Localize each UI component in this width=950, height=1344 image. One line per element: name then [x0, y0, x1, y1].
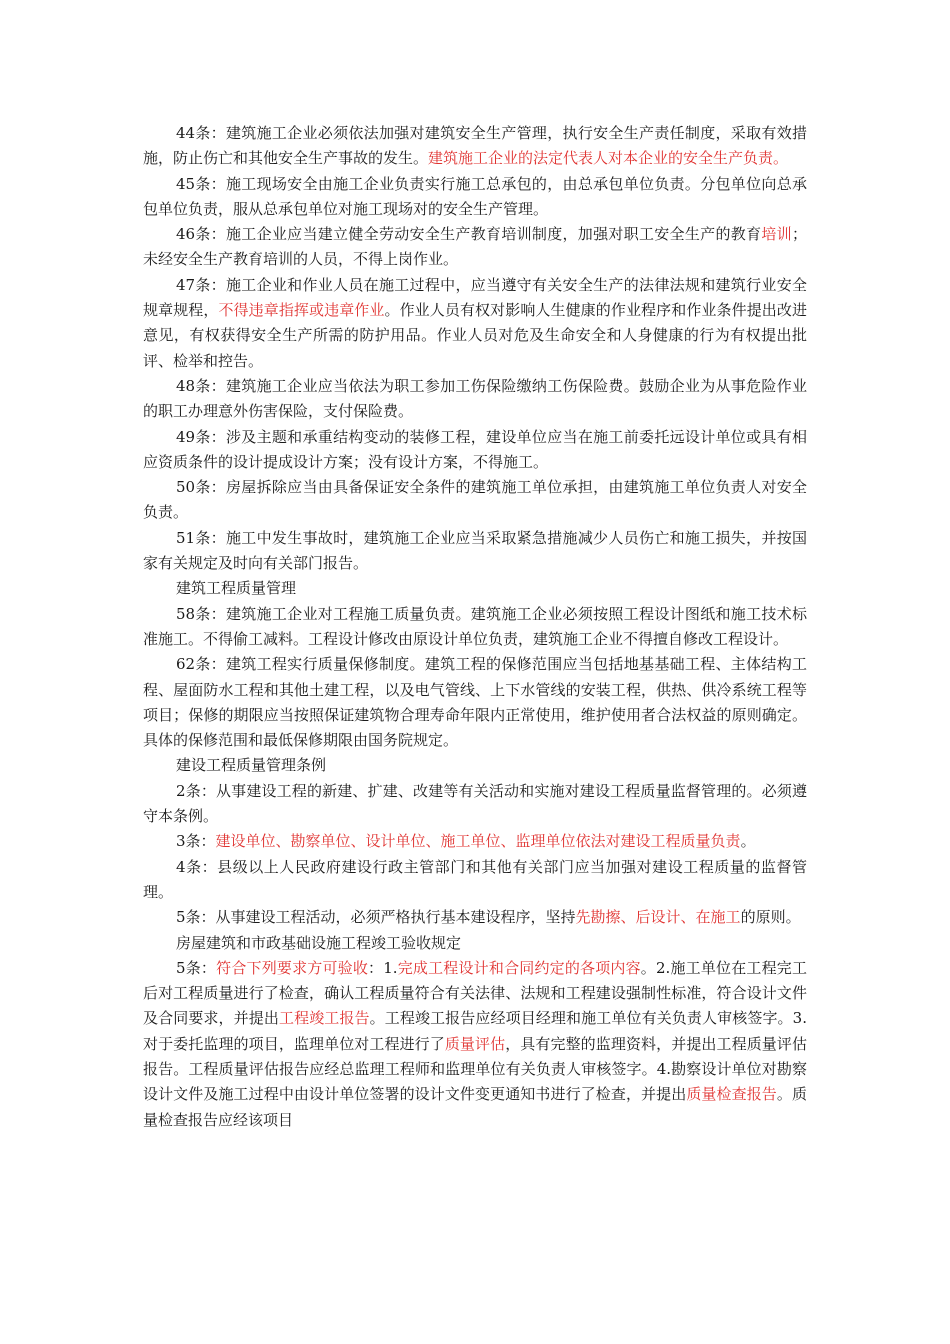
paragraph-text: 46条：施工企业应当建立健全劳动安全生产教育培训制度，加强对职工安全生产的教育 — [176, 225, 762, 244]
paragraph-text: ，具有完整的监理资料，并提出工程质量评估报告。工程质量评估报告应经总监理工程师和监理单位有关负责人审核签字。4.勘察设计单位对勘察设计文件及施工过程中由设计单位签署的设计文件变更通知书进行了检查，并提出 — [143, 1034, 807, 1104]
paragraph-text: 建设工程质量管理条例 — [176, 756, 327, 775]
paragraph — [143, 425, 807, 476]
paragraph-text: 房屋建筑和市政基础设施工程竣工验收规定 — [176, 933, 462, 952]
paragraph — [143, 829, 807, 854]
paragraph-text: 47条：施工企业和作业人员在施工过程中，应当遵守有关安全生产的法律法规和建筑行业安全规章规程， — [143, 275, 807, 320]
paragraph — [143, 905, 807, 930]
paragraph-text: 的原则。 — [740, 908, 801, 927]
paragraph-text: 。工程竣工报告应经项目经理和施工单位有关负责人审核签字。3.对于委托监理的项目，监理单位对工程进行了 — [143, 1009, 807, 1053]
paragraph-text: 5条： — [176, 958, 217, 977]
paragraph — [143, 779, 807, 830]
document-body — [143, 121, 807, 1133]
paragraph-text: 45条：施工现场安全由施工企业负责实行施工总承包的，由总承包单位负责。分包单位向总承包单位负责，服从总承包单位对施工现场对的安全生产管理。 — [143, 174, 807, 218]
paragraph-text: 51条：施工中发生事故时，建筑施工企业应当采取紧急措施减少人员伤亡和施工损失，并按国家有关规定及时向有关部门报告。 — [143, 528, 807, 573]
highlighted-text: 质量评估 — [444, 1034, 506, 1053]
paragraph-text: 44条：建筑施工企业必须依法加强对建筑安全生产管理，执行安全生产责任制度，采取有效措施，防止伤亡和其他安全生产事故的发生。 — [143, 124, 807, 168]
paragraph-text: 5条：从事建设工程活动，必须严格执行基本建设程序，坚持 — [176, 908, 576, 927]
paragraph — [143, 652, 807, 753]
highlighted-text: 质量检查报告 — [686, 1085, 777, 1104]
paragraph — [143, 273, 807, 374]
highlighted-text: 先勘擦、后设计、在施工 — [575, 908, 741, 927]
paragraph — [143, 172, 807, 223]
paragraph-text: 62条：建筑工程实行质量保修制度。建筑工程的保修范围应当包括地基基础工程、主体结构工程、屋面防水工程和其他土建工程，以及电气管线、上下水管线的安装工程，供热、供冷系统工程等项目；保修的期限应当按照保证建筑物合理寿命年限内正常使用，维护使用者合法权益的原则确定。具体的保修范围和最低保修期限由国务院规定。 — [143, 655, 807, 750]
paragraph-text: 2条：从事建设工程的新建、扩建、改建等有关活动和实施对建设工程质量监督管理的。必须遵守本条例。 — [143, 781, 807, 826]
paragraph-text: 。质量检查报告应经该项目 — [143, 1085, 807, 1129]
paragraph-text: ；未经安全生产教育培训的人员，不得上岗作业。 — [143, 225, 807, 269]
paragraph — [143, 753, 807, 778]
paragraph-text: 3条： — [176, 832, 216, 851]
highlighted-text: 建筑施工企业的法定代表人对本企业的安全生产负责。 — [428, 149, 789, 168]
paragraph-text: 。作业人员有权对影响人生健康的作业程序和作业条件提出改进意见，有权获得安全生产所需的防护用品。作业人员对危及生命安全和人身健康的行为有权提出批评、检举和控告。 — [143, 301, 807, 370]
highlighted-text: 完成工程设计和合同约定的各项内容 — [397, 958, 641, 977]
paragraph-text: 建筑工程质量管理 — [176, 579, 297, 598]
paragraph-text: ：1. — [368, 958, 398, 977]
paragraph — [143, 576, 807, 601]
highlighted-text: 培训 — [761, 225, 792, 244]
highlighted-text: 符合下列要求方可验收 — [216, 958, 369, 977]
paragraph — [143, 121, 807, 172]
paragraph — [143, 602, 807, 653]
paragraph — [143, 222, 807, 273]
highlighted-text: 工程竣工报告 — [278, 1009, 370, 1028]
highlighted-text: 建设单位、勘察单位、设计单位、施工单位、监理单位依法对建设工程质量负责 — [215, 832, 741, 851]
paragraph — [143, 526, 807, 577]
paragraph — [143, 931, 807, 956]
paragraph-text: 48条：建筑施工企业应当依法为职工参加工伤保险缴纳工伤保险费。鼓励企业为从事危险作业的职工办理意外伤害保险，支付保险费。 — [143, 376, 807, 421]
paragraph — [143, 374, 807, 425]
paragraph — [143, 475, 807, 526]
highlighted-text: 不得违章指挥或违章作业 — [218, 301, 385, 320]
paragraph-text: 。2.施工单位在工程完工后对工程质量进行了检查，确认工程质量符合有关法律、法规和工程建设强制性标准，符合设计文件及合同要求，并提出 — [143, 958, 807, 1028]
paragraph-text: 。 — [740, 832, 756, 851]
paragraph-text: 58条：建筑施工企业对工程施工质量负责。建筑施工企业必须按照工程设计图纸和施工技术标准施工。不得偷工减料。工程设计修改由原设计单位负责，建筑施工企业不得擅自修改工程设计。 — [143, 604, 807, 648]
paragraph-text: 49条：涉及主题和承重结构变动的装修工程，建设单位应当在施工前委托远设计单位或具有相应资质条件的设计提成设计方案；没有设计方案，不得施工。 — [143, 427, 807, 471]
paragraph — [143, 956, 807, 1133]
paragraph-text: 4条：县级以上人民政府建设行政主管部门和其他有关部门应当加强对建设工程质量的监督管理。 — [143, 857, 807, 901]
paragraph — [143, 855, 807, 906]
paragraph-text: 50条：房屋拆除应当由具备保证安全条件的建筑施工单位承担，由建筑施工单位负责人对安全负责。 — [143, 478, 807, 522]
